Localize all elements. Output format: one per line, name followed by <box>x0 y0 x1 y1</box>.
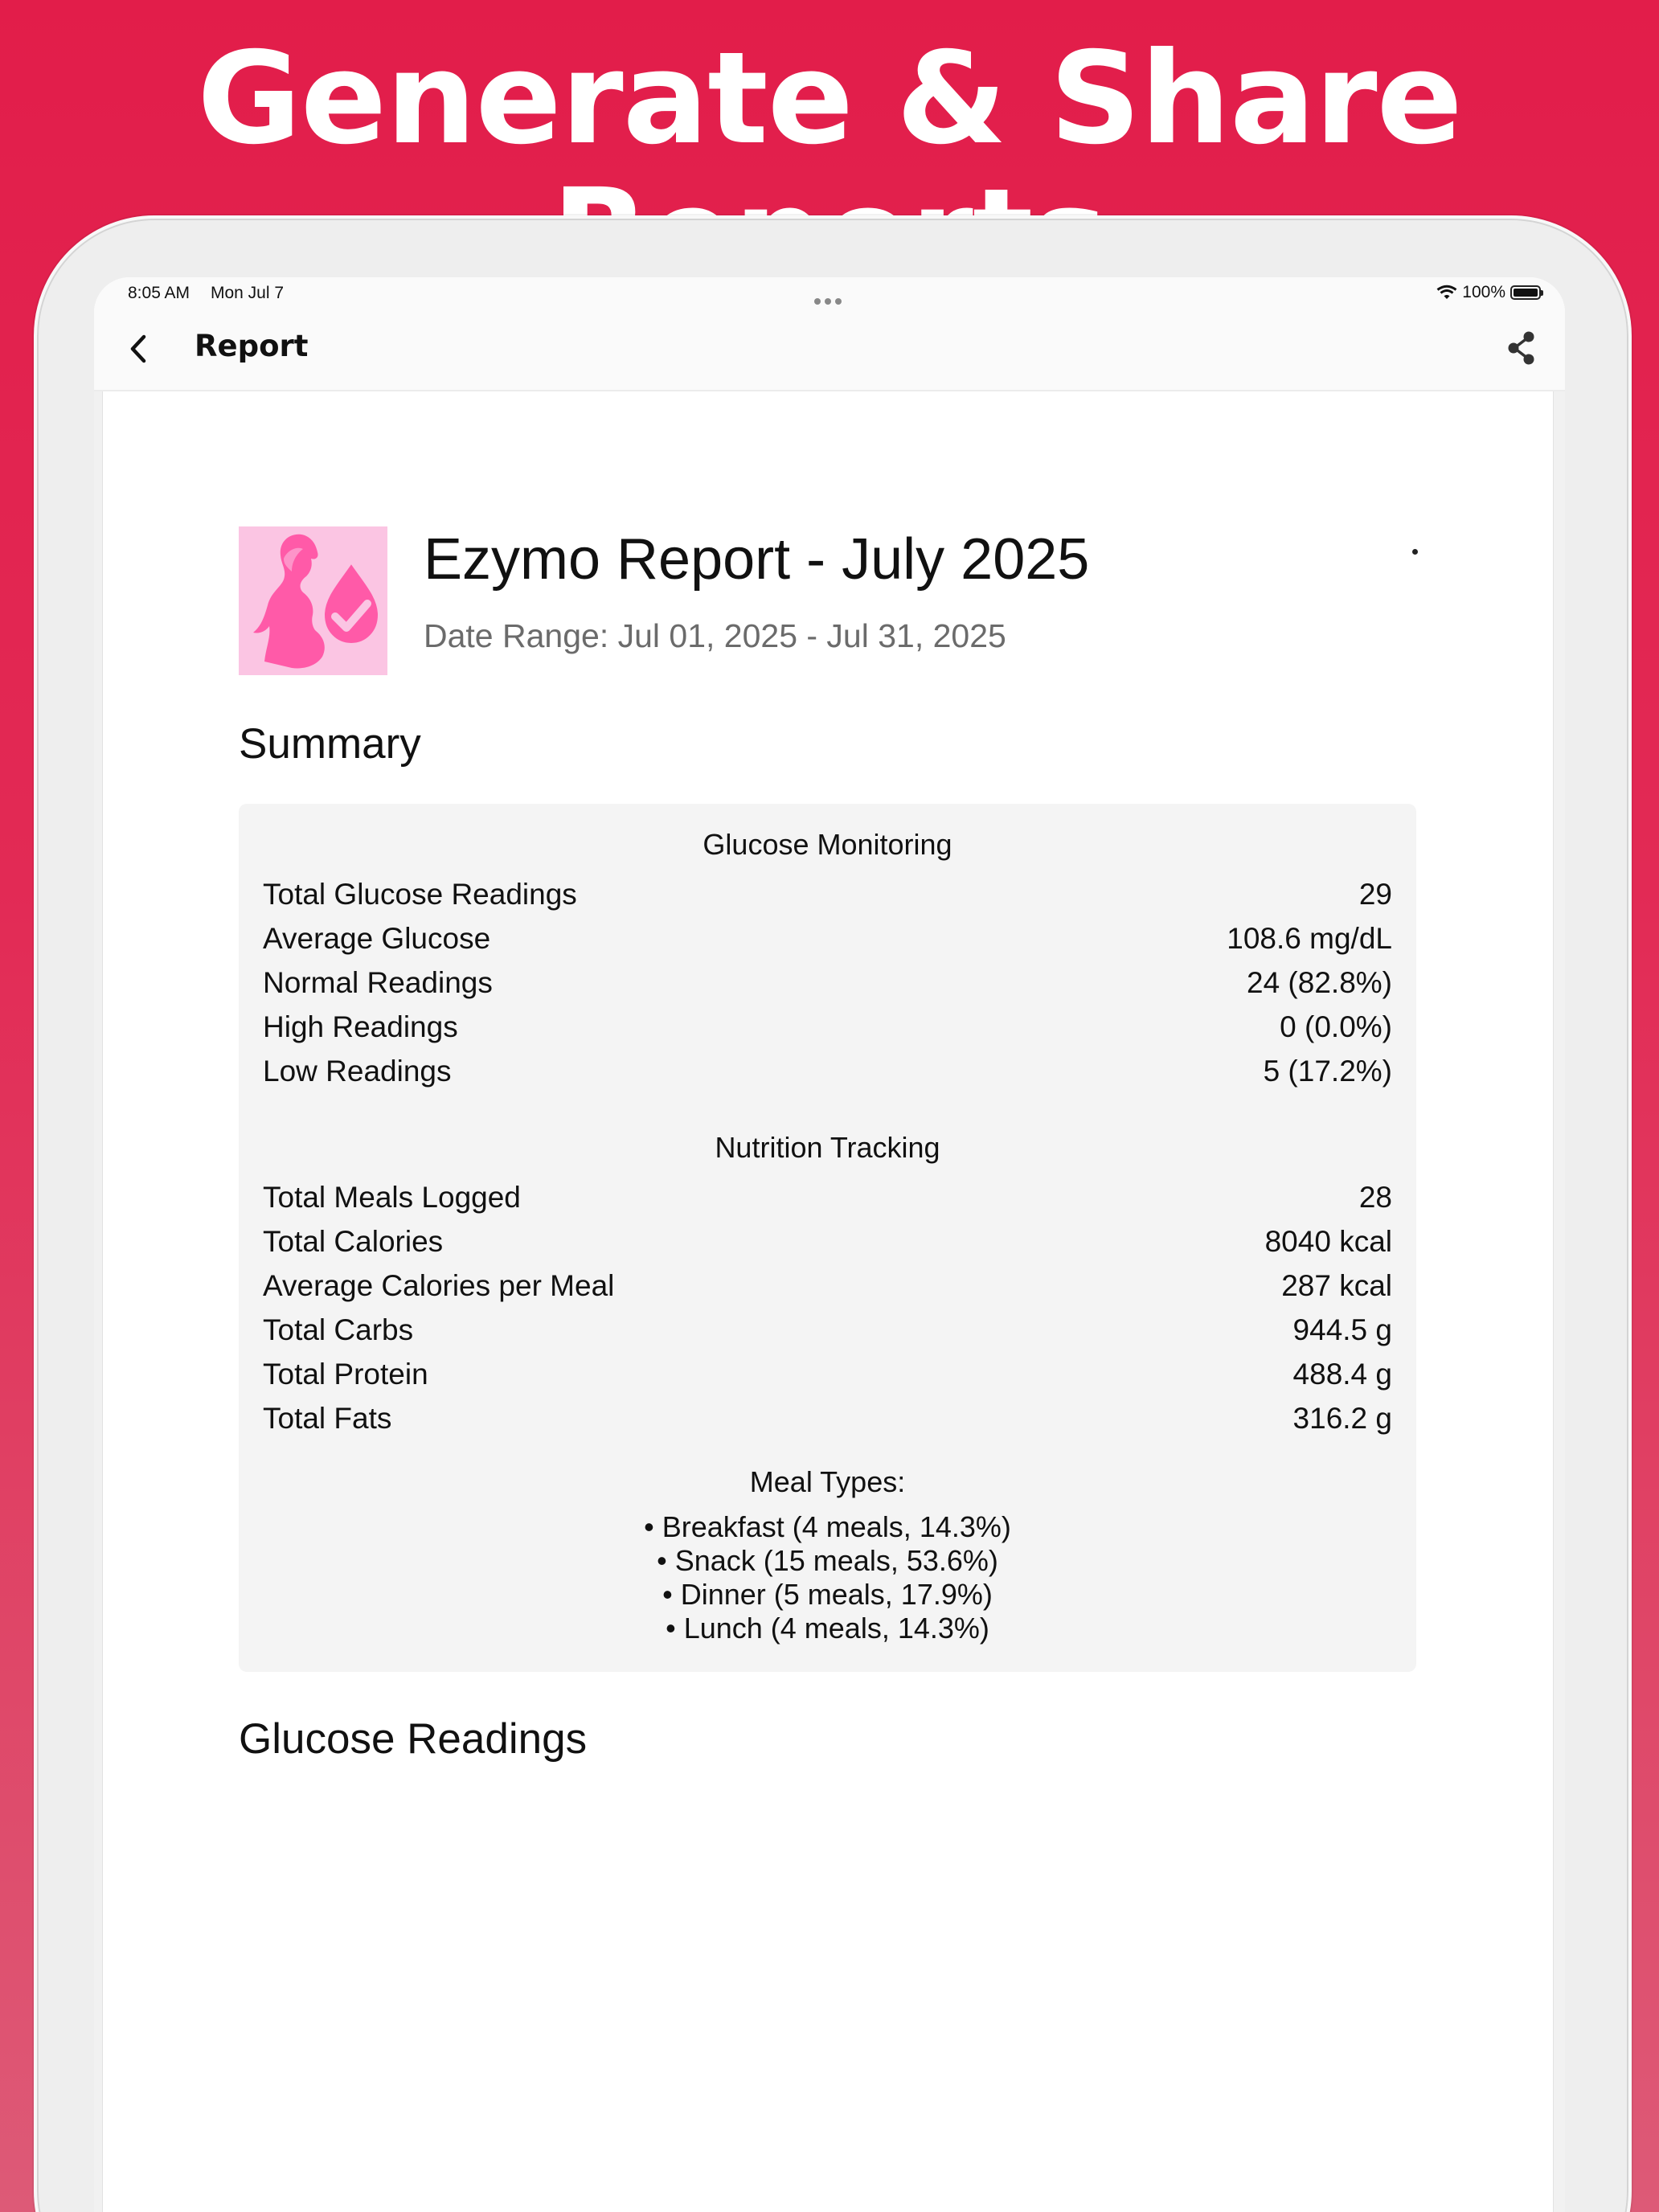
report-title: Ezymo Report - July 2025 <box>424 527 1090 592</box>
table-row <box>263 1402 1392 1442</box>
row-label: Total Calories <box>263 1225 444 1258</box>
row-value: 316.2 g <box>1292 1402 1392 1435</box>
status-bar <box>94 277 1565 308</box>
row-value: 287 kcal <box>1281 1269 1392 1302</box>
row-label: Normal Readings <box>263 966 493 999</box>
pregnant-woman-glucose-drop-icon <box>239 526 387 675</box>
document-edge-right[interactable] <box>1553 391 1565 2212</box>
row-label: Total Meals Logged <box>263 1181 521 1214</box>
report-date-range: Date Range: Jul 01, 2025 - Jul 31, 2025 <box>424 617 1006 654</box>
row-label: Total Glucose Readings <box>263 878 577 911</box>
row-label: Average Glucose <box>263 922 491 955</box>
table-row <box>263 1181 1392 1221</box>
row-label: Total Protein <box>263 1358 428 1391</box>
status-date: Mon Jul 7 <box>211 284 285 302</box>
glucose-readings-heading: Glucose Readings <box>239 1715 588 1763</box>
row-value: 488.4 g <box>1292 1358 1392 1391</box>
table-row <box>263 878 1392 918</box>
row-value: 29 <box>1358 878 1392 911</box>
promo-headline: Generate & Share <box>197 25 1462 173</box>
table-row <box>263 1055 1392 1095</box>
status-time: 8:05 AM <box>128 284 190 302</box>
table-row <box>263 1010 1392 1051</box>
list-item: • Dinner (5 meals, 17.9%) <box>662 1578 993 1611</box>
battery-icon <box>1510 285 1541 300</box>
battery-percent: 100% <box>1462 283 1505 301</box>
row-label: Low Readings <box>263 1055 452 1088</box>
table-row <box>263 1225 1392 1265</box>
nav-bar <box>94 308 1565 391</box>
nutrition-section-title: Nutrition Tracking <box>715 1131 940 1164</box>
page-title: Report <box>195 329 309 363</box>
marker-dot <box>1412 549 1418 555</box>
status-indicators <box>1436 283 1541 302</box>
table-row <box>263 1269 1392 1309</box>
row-value: 944.5 g <box>1292 1313 1392 1346</box>
row-label: Total Fats <box>263 1402 392 1435</box>
list-item: • Breakfast (4 meals, 14.3%) <box>644 1510 1011 1543</box>
glucose-section-title: Glucose Monitoring <box>703 828 952 861</box>
wifi-icon <box>1436 285 1457 301</box>
row-value: 8040 kcal <box>1264 1225 1392 1258</box>
back-button[interactable] <box>118 327 162 371</box>
row-value: 28 <box>1358 1181 1392 1214</box>
meal-types-title: Meal Types: <box>749 1465 906 1498</box>
table-row <box>263 966 1392 1006</box>
list-item: • Lunch (4 meals, 14.3%) <box>666 1612 989 1645</box>
table-row <box>263 1358 1392 1398</box>
share-icon <box>1499 326 1544 371</box>
list-item: • Snack (15 meals, 53.6%) <box>657 1544 998 1577</box>
row-label: Total Carbs <box>263 1313 414 1346</box>
summary-card <box>239 804 1416 1672</box>
app-screen <box>94 277 1565 2212</box>
chevron-left-icon <box>118 327 162 371</box>
document-edge-left <box>94 391 103 2212</box>
app-logo <box>239 526 387 675</box>
table-row <box>263 1313 1392 1354</box>
row-label: High Readings <box>263 1010 458 1043</box>
share-button[interactable] <box>1499 326 1544 371</box>
row-value: 0 (0.0%) <box>1280 1010 1392 1043</box>
row-label: Average Calories per Meal <box>263 1269 615 1302</box>
row-value: 5 (17.2%) <box>1263 1055 1392 1088</box>
summary-heading: Summary <box>239 720 421 768</box>
row-value: 24 (82.8%) <box>1247 966 1392 999</box>
table-row <box>263 922 1392 962</box>
row-value: 108.6 mg/dL <box>1227 922 1392 955</box>
multitasking-dots-icon[interactable] <box>814 290 846 297</box>
